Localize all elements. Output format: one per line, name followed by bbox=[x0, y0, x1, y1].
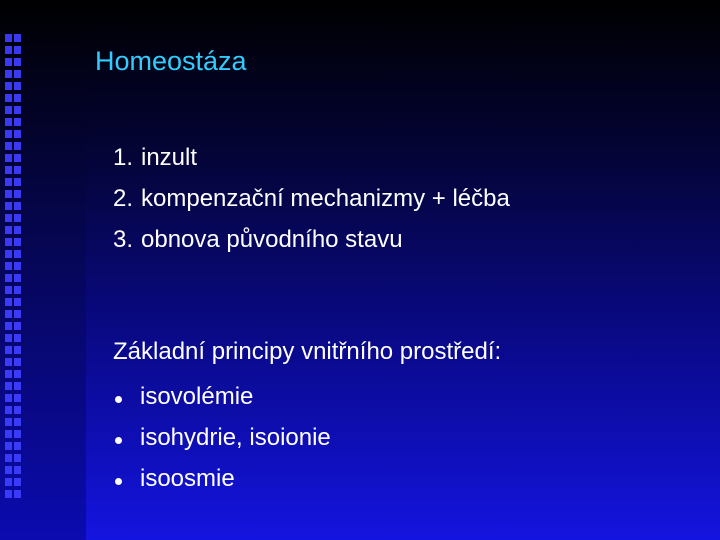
decor-square bbox=[5, 34, 12, 42]
decor-square bbox=[14, 106, 21, 114]
decor-square bbox=[5, 406, 12, 414]
decor-square bbox=[14, 274, 21, 282]
decor-square bbox=[14, 346, 21, 354]
decor-square bbox=[5, 418, 12, 426]
decor-square bbox=[14, 286, 21, 294]
decor-square bbox=[5, 46, 12, 54]
decor-square bbox=[14, 430, 21, 438]
principle-text: isohydrie, isoionie bbox=[140, 424, 331, 451]
decor-square bbox=[5, 166, 12, 174]
step-item bbox=[113, 137, 510, 178]
decor-square bbox=[14, 334, 21, 342]
decor-square bbox=[14, 322, 21, 330]
decor-square bbox=[14, 130, 21, 138]
decor-square bbox=[5, 58, 12, 66]
step-text: kompenzační mechanizmy + léčba bbox=[141, 185, 510, 212]
decor-square bbox=[14, 490, 21, 498]
decor-square bbox=[14, 298, 21, 306]
decor-square bbox=[14, 154, 21, 162]
decor-square bbox=[5, 370, 12, 378]
decor-square bbox=[14, 202, 21, 210]
bullet-dot-icon bbox=[115, 396, 122, 403]
decor-square bbox=[5, 430, 12, 438]
step-number: 3. bbox=[113, 226, 134, 253]
principle-list bbox=[113, 376, 331, 499]
slide-title: Homeostáza bbox=[95, 46, 247, 76]
decor-square bbox=[14, 46, 21, 54]
decor-square bbox=[5, 454, 12, 462]
decor-square bbox=[14, 226, 21, 234]
decor-square bbox=[5, 154, 12, 162]
principles-heading: Základní principy vnitřního prostředí: bbox=[113, 338, 502, 365]
decor-square bbox=[14, 250, 21, 258]
decor-square bbox=[5, 190, 12, 198]
decor-square bbox=[5, 394, 12, 402]
decor-square bbox=[14, 394, 21, 402]
step-number: 1. bbox=[113, 144, 134, 171]
principle-item bbox=[113, 458, 331, 499]
decor-square bbox=[14, 478, 21, 486]
decor-square bbox=[5, 94, 12, 102]
decor-square bbox=[5, 382, 12, 390]
principle-text: isovolémie bbox=[140, 383, 254, 410]
decor-square bbox=[14, 190, 21, 198]
decor-square bbox=[5, 202, 12, 210]
decor-square bbox=[5, 490, 12, 498]
decor-square bbox=[5, 226, 12, 234]
decor-square bbox=[5, 214, 12, 222]
decor-square bbox=[5, 322, 12, 330]
decor-square bbox=[14, 262, 21, 270]
step-number: 2. bbox=[113, 185, 134, 212]
decor-square bbox=[5, 310, 12, 318]
step-text: obnova původního stavu bbox=[141, 226, 403, 253]
decor-square bbox=[5, 178, 12, 186]
step-item bbox=[113, 219, 510, 260]
decor-square bbox=[5, 274, 12, 282]
decor-square bbox=[5, 250, 12, 258]
decor-square bbox=[5, 82, 12, 90]
decor-square bbox=[5, 358, 12, 366]
decor-square bbox=[5, 70, 12, 78]
decor-square bbox=[14, 466, 21, 474]
bullet-dot-icon bbox=[115, 437, 122, 444]
decor-square bbox=[14, 214, 21, 222]
decor-square bbox=[14, 82, 21, 90]
decor-square bbox=[14, 358, 21, 366]
decor-square bbox=[14, 370, 21, 378]
decor-square bbox=[14, 454, 21, 462]
decor-square bbox=[5, 238, 12, 246]
step-item bbox=[113, 178, 510, 219]
principle-item bbox=[113, 376, 331, 417]
decor-square bbox=[14, 70, 21, 78]
decor-square bbox=[5, 334, 12, 342]
decor-square bbox=[5, 442, 12, 450]
decor-square bbox=[5, 262, 12, 270]
decor-square bbox=[5, 106, 12, 114]
bullet-dot-icon bbox=[115, 478, 122, 485]
step-list bbox=[113, 137, 510, 260]
decor-square bbox=[14, 94, 21, 102]
decor-square bbox=[5, 130, 12, 138]
decor-square bbox=[14, 442, 21, 450]
decor-square bbox=[14, 118, 21, 126]
decor-square bbox=[14, 178, 21, 186]
decor-square bbox=[14, 238, 21, 246]
decor-square bbox=[5, 466, 12, 474]
principle-text: isoosmie bbox=[140, 465, 235, 492]
decor-square bbox=[14, 34, 21, 42]
principle-item bbox=[113, 417, 331, 458]
decor-square bbox=[5, 118, 12, 126]
decor-square bbox=[14, 166, 21, 174]
square-column-decoration bbox=[5, 34, 21, 504]
decor-square bbox=[5, 346, 12, 354]
decor-square bbox=[14, 142, 21, 150]
step-text: inzult bbox=[141, 144, 198, 171]
decor-square bbox=[5, 298, 12, 306]
decor-square bbox=[14, 406, 21, 414]
decor-square bbox=[5, 142, 12, 150]
decor-square bbox=[5, 286, 12, 294]
decor-square bbox=[14, 418, 21, 426]
decor-square bbox=[14, 382, 21, 390]
decor-square bbox=[5, 478, 12, 486]
decor-square bbox=[14, 58, 21, 66]
decor-square bbox=[14, 310, 21, 318]
